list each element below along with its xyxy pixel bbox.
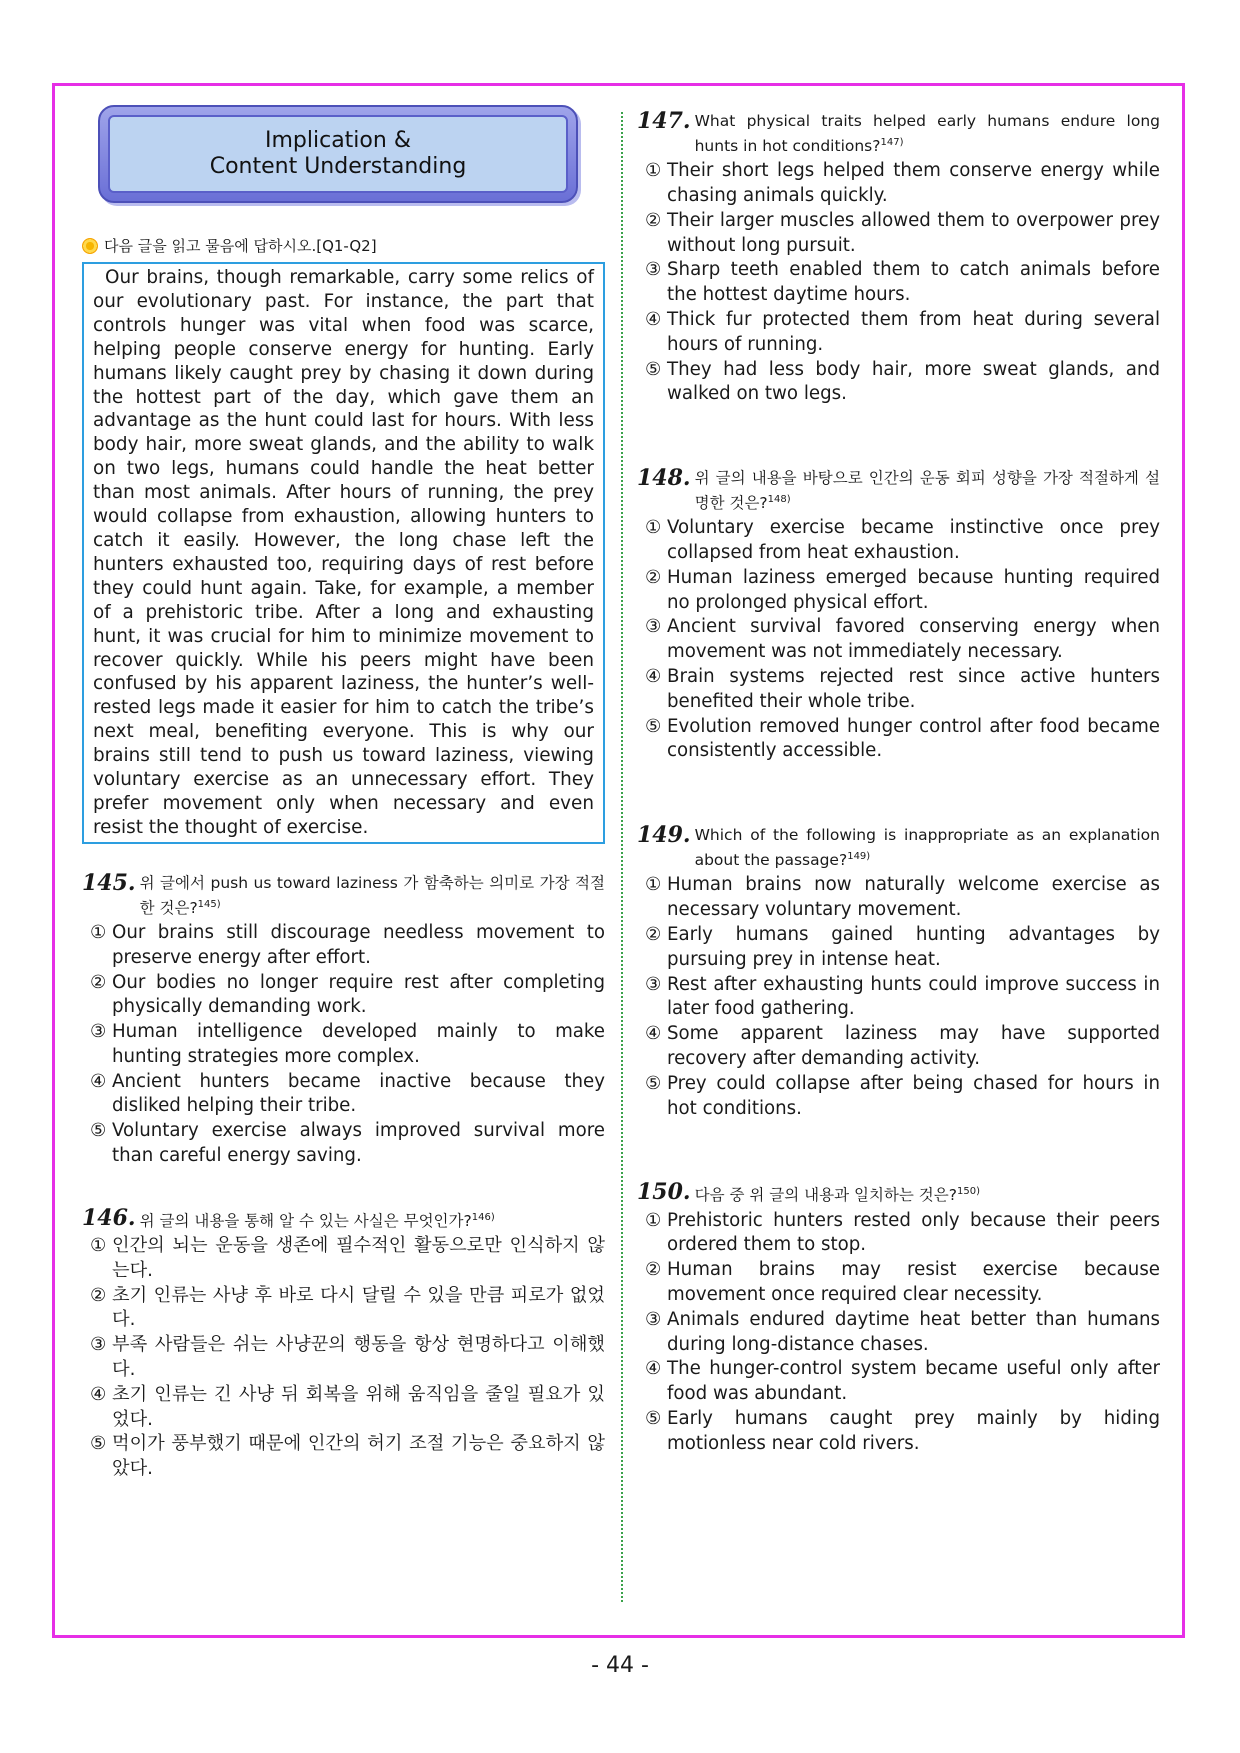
answer-options — [637, 1209, 1160, 1457]
right-column — [637, 110, 1160, 1457]
answer-options — [637, 159, 1160, 407]
answer-option[interactable] — [637, 973, 1160, 1023]
option-marker: ⑤ — [645, 1407, 662, 1429]
option-text: Our bodies no longer require rest after completing physically demanding work. — [112, 971, 605, 1018]
section-title-line2: Content Understanding — [209, 154, 467, 179]
answer-option[interactable] — [637, 1072, 1160, 1122]
option-marker: ⑤ — [645, 358, 662, 380]
answer-option[interactable] — [82, 1383, 605, 1433]
option-marker: ① — [645, 874, 662, 896]
question-footnote-ref: 149) — [847, 851, 871, 863]
option-marker: ③ — [645, 973, 662, 995]
option-marker: ④ — [90, 1070, 107, 1092]
option-text: Prey could collapse after being chased for hours in hot conditions. — [667, 1072, 1160, 1119]
option-text: They had less body hair, more sweat glands, and walked on two legs. — [667, 358, 1160, 405]
question-stem — [637, 467, 1160, 514]
question-footnote-ref: 148) — [767, 494, 791, 506]
answer-option[interactable] — [637, 665, 1160, 715]
question-text: Which of the following is inappropriate as an explanation about the passage? — [694, 826, 1160, 870]
passage-text: Our brains, though remarkable, carry some relics of our evolutionary past. For instance, the part that controls hunger was vital when food was scarce, helping people conserve energy for hunting. Early humans likely caught prey by chasing it down during the hottest part of the day, which gave them an advantage as the hunt could last for hours. With less body hair, more sweat glands, and the ability to walk on two legs, humans could handle the heat better than most animals. After hours of running, the prey would collapse from exhaustion, allowing hunters to catch it easily. However, the long chase left the hunters exhausted too, requiring days of rest before they could hunt again. Take, for example, a member of a prehistoric tribe. After a long and exhausting hunt, it was crucial for him to minimize movement to recover quickly. While his peers might have been confused by his apparent laziness, the hunter’s well-rested legs made it easier for him to catch the tribe’s next meal, benefiting everyone. This is why our brains still tend to push us toward laziness, viewing voluntary exercise as an unnecessary effort. They prefer movement only when necessary and even resist the thought of exercise. — [93, 267, 594, 838]
option-marker: ② — [645, 924, 662, 945]
answer-options — [637, 516, 1160, 764]
answer-option[interactable] — [82, 971, 605, 1021]
option-marker: ② — [90, 1284, 107, 1306]
option-marker: ① — [90, 1235, 107, 1257]
option-text: Brain systems rejected rest since active hunters benefited their whole tribe. — [667, 666, 1160, 712]
question-block — [637, 824, 1160, 1121]
option-marker: ④ — [645, 666, 662, 688]
answer-option[interactable] — [637, 1308, 1160, 1358]
flower-icon — [82, 238, 98, 254]
option-text: 인간의 뇌는 운동을 생존에 필수적인 활동으로만 인식하지 않는다. — [112, 1235, 605, 1281]
option-text: Their larger muscles allowed them to overpower prey without long pursuit. — [667, 209, 1160, 256]
question-block — [82, 869, 605, 1169]
answer-options — [637, 873, 1160, 1121]
question-stem — [637, 824, 1160, 871]
option-text: The hunger-control system became useful only after food was abundant. — [667, 1358, 1160, 1405]
option-marker: ⑤ — [90, 1433, 107, 1455]
answer-option[interactable] — [82, 921, 605, 971]
answer-option[interactable] — [637, 1209, 1160, 1259]
option-text: Human brains may resist exercise because movement once required clear necessity. — [667, 1259, 1160, 1305]
answer-option[interactable] — [637, 873, 1160, 923]
question-number: 145. — [82, 869, 136, 896]
question-text: 위 글에서 push us toward laziness 가 함축하는 의미로 가장 적절한 것은? — [139, 873, 605, 917]
question-footnote-ref: 150) — [956, 1186, 980, 1198]
question-stem — [82, 1204, 605, 1232]
left-column — [82, 105, 605, 1482]
option-marker: ① — [645, 1209, 662, 1231]
question-number: 147. — [637, 108, 691, 134]
question-stem — [82, 869, 605, 919]
question-text: 위 글의 내용을 통해 알 수 있는 사실은 무엇인가? — [139, 1212, 472, 1231]
option-text: 초기 인류는 긴 사냥 뒤 회복을 위해 움직임을 줄일 필요가 있었다. — [112, 1383, 605, 1430]
question-text: 위 글의 내용을 바탕으로 인간의 운동 회피 성향을 가장 적절하게 설명한 것은? — [694, 469, 1160, 513]
option-marker: ② — [645, 209, 662, 231]
option-text: Their short legs helped them conserve energy while chasing animals quickly. — [667, 160, 1160, 206]
question-footnote-ref: 146) — [471, 1211, 495, 1223]
answer-option[interactable] — [82, 1333, 605, 1383]
answer-option[interactable] — [82, 1020, 605, 1070]
option-marker: ② — [645, 1259, 662, 1281]
left-questions — [82, 869, 605, 1482]
right-questions — [637, 110, 1160, 1457]
answer-option[interactable] — [637, 615, 1160, 665]
page-number: - 44 - — [591, 1653, 649, 1678]
instruction-text: 다음 글을 읽고 물음에 답하시오.[Q1-Q2] — [104, 237, 377, 255]
answer-option[interactable] — [637, 159, 1160, 209]
question-block — [637, 467, 1160, 764]
option-marker: ① — [645, 160, 662, 182]
option-marker: ③ — [90, 1021, 107, 1043]
option-marker: ③ — [645, 1308, 662, 1330]
answer-option[interactable] — [82, 1432, 605, 1482]
column-divider — [621, 112, 623, 1602]
option-text: Early humans caught prey mainly by hiding motionless near cold rivers. — [667, 1407, 1160, 1454]
question-number: 150. — [637, 1179, 691, 1206]
question-block — [637, 110, 1160, 407]
answer-option[interactable] — [637, 358, 1160, 408]
option-marker: ⑤ — [645, 715, 662, 737]
option-text: Early humans gained hunting advantages by pursuing prey in intense heat. — [667, 924, 1160, 970]
option-marker: ③ — [90, 1334, 107, 1356]
option-text: Voluntary exercise always improved survival more than careful energy saving. — [112, 1120, 605, 1167]
option-text: Human laziness emerged because hunting required no prolonged physical effort. — [667, 566, 1160, 613]
answer-option[interactable] — [637, 209, 1160, 259]
option-text: 초기 인류는 사냥 후 바로 다시 달릴 수 있을 만큼 피로가 없었다. — [112, 1284, 605, 1331]
section-title-line1: Implication & — [265, 128, 411, 153]
option-marker: ④ — [645, 308, 662, 330]
passage-box — [82, 262, 605, 844]
answer-option[interactable] — [637, 516, 1160, 566]
option-text: 먹이가 풍부했기 때문에 인간의 허기 조절 기능은 중요하지 않았다. — [112, 1433, 605, 1480]
answer-options — [82, 921, 605, 1169]
answer-option[interactable] — [637, 715, 1160, 765]
option-marker: ④ — [645, 1358, 662, 1380]
option-text: Voluntary exercise became instinctive once prey collapsed from heat exhaustion. — [667, 517, 1160, 564]
option-text: 부족 사람들은 쉬는 사냥꾼의 행동을 항상 현명하다고 이해했다. — [112, 1334, 605, 1381]
option-text: Rest after exhausting hunts could improve success in later food gathering. — [667, 973, 1160, 1020]
option-marker: ⑤ — [90, 1120, 107, 1142]
answer-option[interactable] — [637, 1357, 1160, 1407]
question-stem — [637, 110, 1160, 157]
answer-option[interactable] — [82, 1234, 605, 1284]
option-text: Some apparent laziness may have supported recovery after demanding activity. — [667, 1023, 1160, 1069]
question-footnote-ref: 145) — [197, 898, 221, 910]
option-marker: ③ — [645, 616, 662, 638]
question-number: 149. — [637, 822, 691, 849]
answer-option[interactable] — [637, 566, 1160, 616]
option-marker: ① — [90, 921, 107, 943]
answer-option[interactable] — [637, 923, 1160, 973]
option-marker: ② — [645, 566, 662, 588]
option-text: Human intelligence developed mainly to make hunting strategies more complex. — [112, 1021, 605, 1067]
option-marker: ① — [645, 517, 662, 539]
option-text: Thick fur protected them from heat during several hours of running. — [667, 308, 1160, 355]
question-block — [637, 1181, 1160, 1456]
question-footnote-ref: 147) — [880, 137, 904, 148]
option-marker: ⑤ — [645, 1072, 662, 1094]
answer-option[interactable] — [82, 1070, 605, 1120]
question-text: 다음 중 위 글의 내용과 일치하는 것은? — [694, 1186, 957, 1205]
answer-option[interactable] — [637, 1407, 1160, 1457]
option-marker: ③ — [645, 259, 662, 281]
option-marker: ④ — [645, 1023, 662, 1045]
option-text: Our brains still discourage needless movement to preserve energy after effort. — [112, 921, 605, 968]
answer-option[interactable] — [637, 308, 1160, 358]
option-text: Animals endured daytime heat better than humans during long-distance chases. — [667, 1308, 1160, 1355]
option-text: Evolution removed hunger control after food became consistently accessible. — [667, 715, 1160, 762]
answer-option[interactable] — [82, 1119, 605, 1169]
question-number: 146. — [82, 1204, 136, 1231]
option-text: Sharp teeth enabled them to catch animals before the hottest daytime hours. — [667, 259, 1160, 306]
option-text: Ancient hunters became inactive because they disliked helping their tribe. — [112, 1070, 605, 1117]
option-text: Prehistoric hunters rested only because their peers ordered them to stop. — [667, 1209, 1160, 1256]
question-text: What physical traits helped early humans endure long hunts in hot conditions? — [694, 112, 1160, 156]
section-title-badge — [98, 105, 578, 203]
option-marker: ④ — [90, 1383, 107, 1405]
option-text: Ancient survival favored conserving energy when movement was not immediately necessary. — [667, 616, 1160, 663]
option-marker: ② — [90, 971, 107, 993]
answer-option[interactable] — [637, 258, 1160, 308]
question-block — [82, 1204, 605, 1482]
option-text: Human brains now naturally welcome exercise as necessary voluntary movement. — [667, 874, 1160, 921]
answer-options — [82, 1234, 605, 1482]
answer-option[interactable] — [637, 1258, 1160, 1308]
question-stem — [637, 1181, 1160, 1206]
answer-option[interactable] — [82, 1284, 605, 1334]
instruction — [82, 235, 605, 256]
question-number: 148. — [637, 465, 691, 492]
answer-option[interactable] — [637, 1022, 1160, 1072]
